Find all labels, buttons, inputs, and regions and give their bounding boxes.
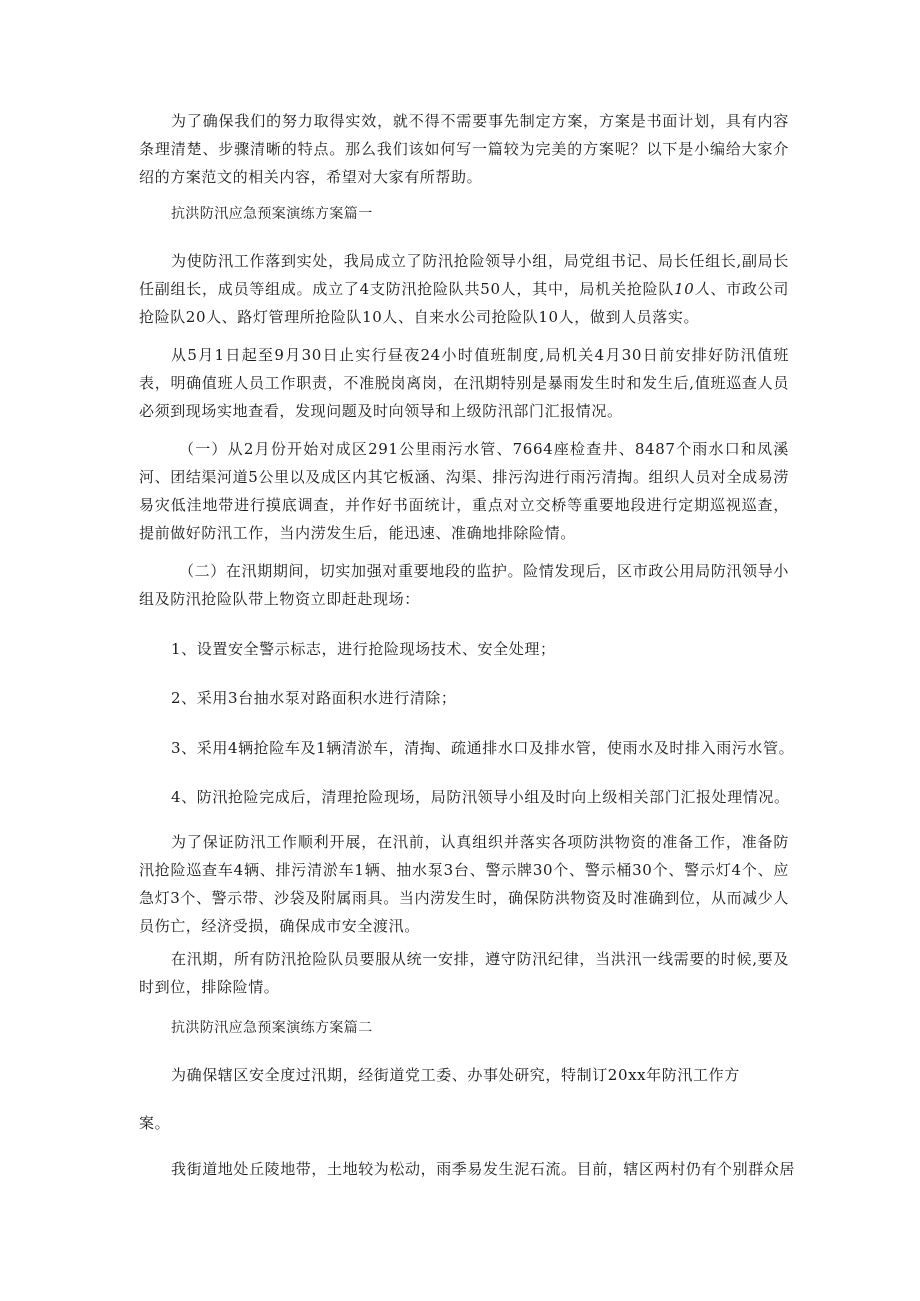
paragraph-team-text-a: 为使防汛工作落到实处，我局成立了防汛抢险领导小组，局党组书记、局长任组长,副局长任副组长，成员等组成。成立了4支防汛抢险队共50人，其中，局机关抢险队 xyxy=(139,252,789,298)
paragraph-plan-line2: 案。 xyxy=(139,1114,171,1132)
paragraph-terrain: 我街道地处丘陵地带，土地较为松动，雨季易发生泥石流。目前，辖区两村仍有个别群众居 xyxy=(171,1160,796,1178)
paragraph-supplies: 为了保证防汛工作顺利开展，在汛前，认真组织并落实各项防洪物资的准备工作，准备防汛抢险巡查车4辆、排污清淤车1辆、抽水泵3台、警示牌30个、警示桶30个、警示灯4个、应急灯3个、警示带、沙袋及附属雨具。当内涝发生时，确保防洪物资及时准确到位，从而减少人员伤亡，经济受损，确保成市安全渡汛。 xyxy=(139,833,789,935)
paragraph-discipline: 在汛期，所有防汛抢险队员要服从统一安排，遵守防汛纪律，当洪汛一线需要的时候,要及时到位，排除险情。 xyxy=(139,950,789,996)
paragraph-item-two: （二）在汛期期间，切实加强对重要地段的监护。险情发现后，区市政公用局防汛领导小组及防汛抢险队带上物资立即赶赴现场： xyxy=(139,562,789,608)
paragraph-item-one: （一）从2月份开始对成区291公里雨污水管、7664座检查井、8487个雨水口和凤溪河、团结渠河道5公里以及成区内其它板涵、沟渠、排污沟进行雨污清掏。组织人员对全成易涝易灾低洼地带进行摸底调查，并作好书面统计，重点对立交桥等重要地段进行定期巡视巡查，提前做好防汛工作，当内涝发生后，能迅速、准确地排除险情。 xyxy=(139,440,789,542)
list-item-1: 1、设置安全警示标志，进行抢险现场技术、安全处理； xyxy=(171,640,556,658)
paragraph-team-text-b: 、市政公司抢险队20人、路灯管理所抢险队10人、自来水公司抢险队10人，做到人员落实。 xyxy=(139,280,789,326)
section-title-1: 抗洪防汛应急预案演练方案篇一 xyxy=(171,206,373,222)
paragraph-duty: 从5月1日起至9月30日止实行昼夜24小时值班制度,局机关4月30日前安排好防汛值班表，明确值班人员工作职责，不准脱岗离岗，在汛期特别是暴雨发生时和发生后,值班巡查人员必须到现场实地查看，发现问题及时向领导和上级防汛部门汇报情况。 xyxy=(139,346,789,420)
list-item-4: 4、防汛抢险完成后，清理抢险现场，局防汛领导小组及时向上级相关部门汇报处理情况。 xyxy=(171,788,790,806)
list-item-3: 3、采用4辆抢险车及1辆清淤车，清掏、疏通排水口及排水管，使雨水及时排入雨污水管。 xyxy=(171,739,795,757)
intro-paragraph: 为了确保我们的努力取得实效，就不得不需要事先制定方案，方案是书面计划，具有内容条理清楚、步骤清晰的特点。那么我们该如何写一篇较为完美的方案呢？以下是小编给大家介绍的方案范文的相关内容，希望对大家有所帮助。 xyxy=(139,112,789,186)
paragraph-team xyxy=(139,247,789,331)
paragraph-plan-line1: 为确保辖区安全度过汛期，经街道党工委、办事处研究，特制订20xx年防汛工作方 xyxy=(171,1066,740,1084)
section-title-2: 抗洪防汛应急预案演练方案篇二 xyxy=(171,1020,373,1036)
paragraph-team-italic: 10人 xyxy=(674,280,711,298)
list-item-2: 2、采用3台抽水泵对路面积水进行清除； xyxy=(171,689,457,707)
